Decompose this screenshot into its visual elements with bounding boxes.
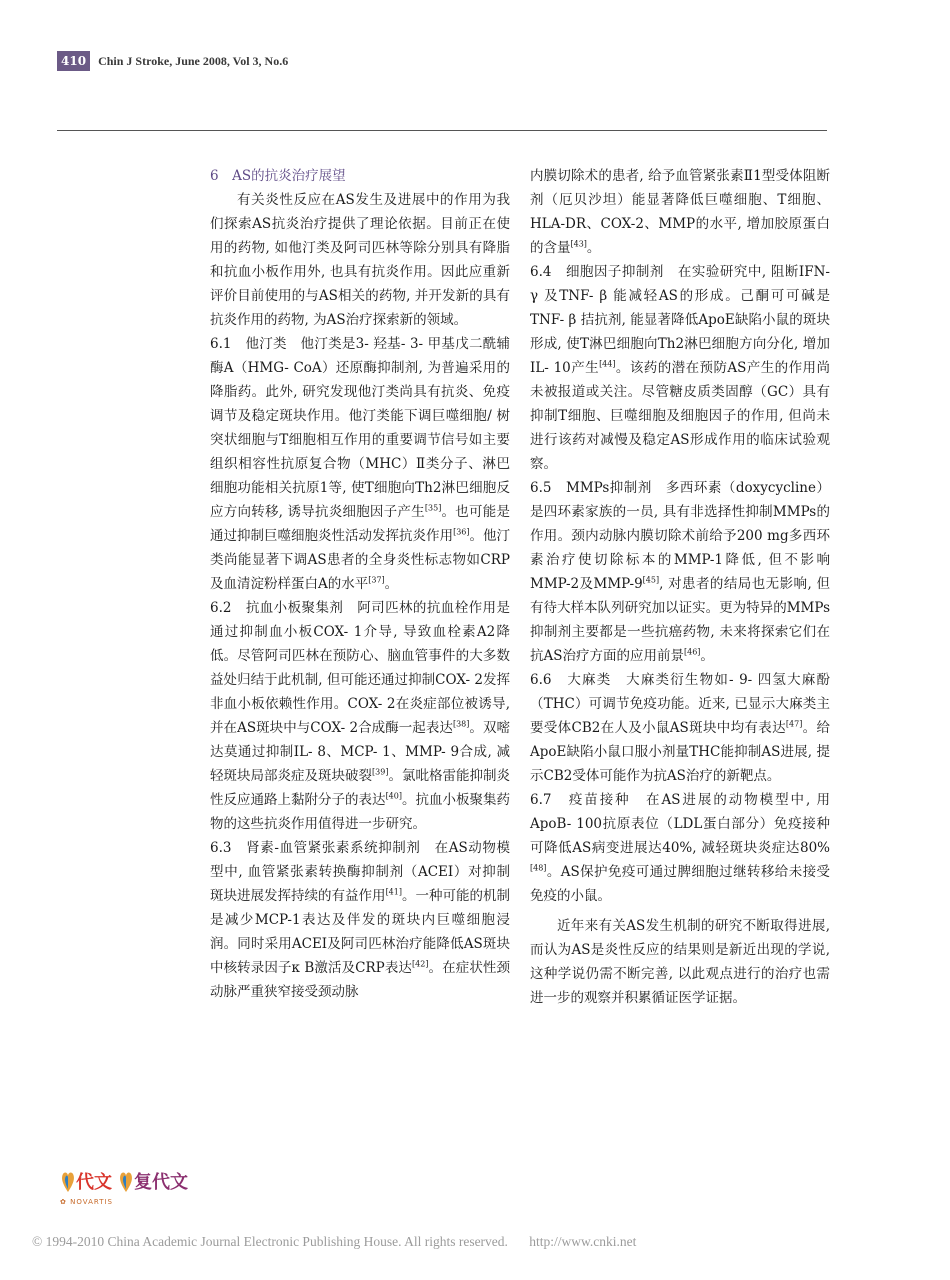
page-number: 410 [57,51,90,71]
text-run: 。他汀类尚能显著下调AS患者的全身炎性标志物如CRP及血清淀粉样蛋白A的水平 [210,528,511,592]
header-rule [57,130,827,131]
right-column [530,164,830,1010]
text-run: 。 [384,576,399,592]
novartis-logo [60,1198,230,1206]
citation-ref: [44] [599,359,616,369]
conclusion-paragraph: 近年来有关AS发生机制的研究不断取得进展, 而认为AS是炎性反应的结果则是新近出现的学说, 这种学说仍需不断完善, 以此观点进行的治疗也需进一步的观察并积累循证医学证据。 [530,918,830,1006]
page-header [57,51,288,71]
citation-ref: [38] [452,719,470,729]
citation-ref: [41] [385,887,402,897]
text-run: 。抗血小板聚集药物的这些抗炎作用值得进一步研究。 [210,792,511,832]
heart-drop-icon [60,1169,76,1193]
text-run: 6.5 MMPs抑制剂 多西环素（doxycycline）是四环素家族的一员, 具有非选择性抑制MMPs的作用。颈内动脉内膜切除术前给予200 mg多西环素治疗使切除标本的MMP-1降低, 但不影响MMP-2及MMP-9 [530,480,830,592]
heart-drop-icon [118,1169,134,1193]
text-run: 。氯吡格雷能抑制炎性反应通路上黏附分子的表达 [210,768,511,808]
text-run: 内膜切除术的患者, 给予血管紧张素Ⅱ1型受体阻断剂（厄贝沙坦）能显著降低巨噬细胞、T细胞、HLA-DR、COX-2、MMP的水平, 增加胶原蛋白的含量 [530,168,830,256]
citation-ref: [40] [385,791,402,801]
text-run: 6.3 肾素-血管紧张素系统抑制剂 在AS动物模型中, 血管紧张素转换酶抑制剂（ACEI）对抑制斑块进展发挥持续的有益作用 [210,840,510,904]
citation-ref: [39] [372,767,389,777]
sponsor-logos [60,1168,230,1228]
paragraph-6-3-continued [530,164,830,260]
text-run: 。一种可能的机制是减少MCP-1表达及伴发的斑块内巨噬细胞浸润。同时采用ACEI及阿司匹林治疗能降低AS斑块中核转录因子κ B激活及CRP表达 [210,888,511,976]
citation-ref: [36] [453,527,470,537]
citation-ref: [45] [642,575,660,585]
citation-ref: [37] [368,575,385,585]
page-footer [32,1234,636,1250]
footer-url[interactable]: http://www.cnki.net [529,1234,637,1249]
citation-ref: [42] [412,959,429,969]
citation-ref: [47] [785,719,803,729]
text-run: 。AS保护免疫可通过脾细胞过继转移给未接受免疫的小鼠。 [530,864,830,904]
paragraph-6-2 [210,596,510,836]
paragraph-6-5 [530,476,830,668]
text-run: 。给ApoE缺陷小鼠口服小剂量THC能抑制AS进展, 提示CB2受体可能作为抗AS治疗的新靶点。 [530,720,830,784]
paragraph-6-4 [530,260,830,476]
novartis-flame-icon: ✿ [60,1198,67,1206]
text-run: 。在症状性颈动脉严重狭窄接受颈动脉 [210,960,511,1000]
text-run: 。 [586,240,601,256]
text-run: 6.6 大麻类 大麻类衍生物如- 9- 四氢大麻酚（THC）可调节免疫功能。近来, 已显示大麻类主要受体CB2在人及小鼠AS斑块中均有表达 [530,672,830,736]
paragraph-6-3 [210,836,510,1004]
paragraph-6-6 [530,668,830,788]
daiwen-logo [60,1168,112,1194]
intro-paragraph: 有关炎性反应在AS发生及进展中的作用为我们探索AS抗炎治疗提供了理论依据。目前正在使用的药物, 如他汀类及阿司匹林等除分别具有降脂和抗血小板作用外, 也具有抗炎作用。因此应重新评价目前使用的与AS相关的药物, 并开发新的具有抗炎作用的药物, 为AS治疗探索新的领域。 [210,192,510,328]
section-title: 6 AS的抗炎治疗展望 [210,168,346,184]
novartis-text: NOVARTIS [70,1198,113,1206]
citation-ref: [35] [424,503,442,513]
text-run: 6.4 细胞因子抑制剂 在实验研究中, 阻断IFN- γ 及TNF- β 能减轻AS的形成。己酮可可碱是TNF- β 拮抗剂, 能显著降低ApoE缺陷小鼠的斑块形成, 使T淋巴细胞向Th2淋巴细胞方向分化, 增加IL- 10产生 [530,264,830,376]
daiwen-logo-text: 代文 [76,1172,112,1193]
text-run: 6.2 抗血小板聚集剂 阿司匹林的抗血栓作用是通过抑制血小板COX- 1介导, 导致血栓素A2降低。尽管阿司匹林在预防心、脑血管事件的大多数益处归结于此机制, 但可能还通过抑制COX- 2发挥非血小板依赖性作用。COX- 2在炎症部位被诱导, 并在AS斑块中与COX- 2合成酶一起表达 [210,600,510,736]
text-run: , 对患者的结局也无影响, 但有待大样本队列研究加以证实。更为特异的MMPs抑制剂主要都是一些抗癌药物, 未来将探索它们在抗AS治疗方面的应用前景 [530,576,830,664]
citation-ref: [43] [570,239,587,249]
text-run: 。 [700,648,714,664]
text-run: 。双嘧达莫通过抑制IL- 8、MCP- 1、MMP- 9合成, 减轻斑块局部炎症及斑块破裂 [210,720,511,784]
text-run: 6.7 疫苗接种 在AS进展的动物模型中, 用ApoB- 100抗原表位（LDL蛋白部分）免疫接种可降低AS病变进展达40%, 减轻斑块炎症达80% [530,792,830,856]
left-column [210,164,510,1004]
copyright-notice: © 1994-2010 China Academic Journal Electronic Publishing House. All rights reserved. [32,1234,508,1249]
fudaiwen-logo-text: 复代文 [134,1172,188,1193]
journal-citation: Chin J Stroke, June 2008, Vol 3, No.6 [98,53,289,68]
logo-row [60,1168,230,1194]
text-run: 。该药的潜在预防AS产生的作用尚未被报道或关注。尽管糖皮质类固醇（GC）具有抑制T细胞、巨噬细胞及细胞因子的作用, 但尚未进行该药对减慢及稳定AS形成作用的临床试验观察。 [530,360,830,472]
fudaiwen-logo [118,1168,188,1194]
text-run: 6.1 他汀类 他汀类是3- 羟基- 3- 甲基戊二酰辅酶A（HMG- CoA）还原酶抑制剂, 为普遍采用的降脂药。此外, 研究发现他汀类尚具有抗炎、免疫调节及稳定斑块作用。他汀类能下调巨噬细胞/ 树突状细胞与T细胞相互作用的重要调节信号如主要组织相容性抗原复合物（MHC）Ⅱ类分子、淋巴细胞功能相关抗原1等, 使T细胞向Th2淋巴细胞反应方向转移, 诱导抗炎细胞因子产生 [210,336,510,520]
text-run: 。也可能是通过抑制巨噬细胞炎性活动发挥抗炎作用 [210,504,510,544]
paragraph-6-7 [530,788,830,908]
citation-ref: [48] [530,863,547,873]
paragraph-6-1 [210,332,510,596]
citation-ref: [46] [684,647,701,657]
